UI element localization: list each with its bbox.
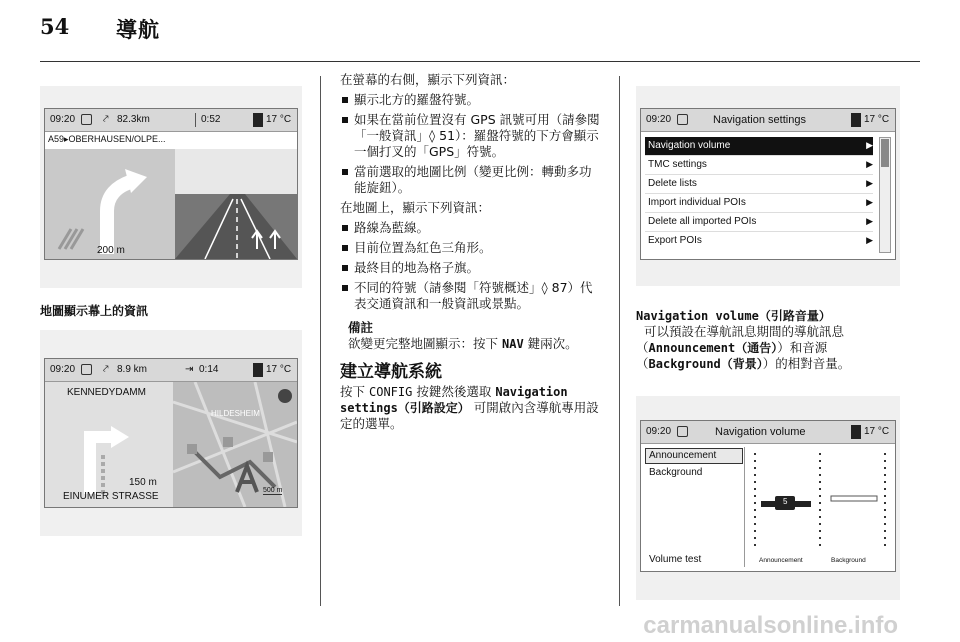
description-line-3: （Background（背景））的相對音量。 bbox=[636, 356, 851, 371]
clock-icon bbox=[677, 114, 688, 125]
turn-distance: 150 m bbox=[129, 477, 157, 488]
remaining-time: 0:14 bbox=[199, 364, 219, 375]
scrollbar[interactable] bbox=[879, 137, 891, 253]
middle-text-column bbox=[340, 72, 602, 436]
description-line-2: （Announcement（通告））和音源 bbox=[636, 340, 828, 355]
term-navigation-volume: Navigation volume（引路音量） bbox=[636, 309, 831, 323]
note-title: 備註 bbox=[348, 320, 374, 335]
display-navigation-volume bbox=[640, 420, 896, 572]
slider-value: 5 bbox=[783, 497, 788, 506]
chevron-right-icon: ▶ bbox=[866, 140, 873, 150]
volume-sliders[interactable] bbox=[745, 447, 895, 555]
clock-icon bbox=[81, 114, 92, 125]
column-divider-1 bbox=[320, 76, 321, 606]
list-item: 目前位置為紅色三角形。 bbox=[340, 240, 602, 256]
list-item: 當前選取的地圖比例（變更比例：轉動多功能旋鈕）。 bbox=[340, 164, 602, 196]
status-bar bbox=[641, 109, 895, 132]
scrollbar-thumb[interactable] bbox=[881, 139, 889, 167]
remaining-time: 0:52 bbox=[201, 114, 221, 125]
section-title: 導航 bbox=[116, 18, 160, 42]
watermark: carmanualsonline.info bbox=[643, 612, 898, 639]
list-item: 如果在當前位置沒有 GPS 訊號可用（請參閱「一般資訊」◊ 51）：羅盤符號的下方會顯示一個打叉的「GPS」符號。 bbox=[340, 112, 602, 160]
chevron-right-icon: ▶ bbox=[866, 197, 873, 207]
road-name-bar bbox=[45, 132, 297, 148]
remaining-distance: 82.3km bbox=[117, 114, 150, 125]
remaining-distance: 8.9 km bbox=[117, 364, 148, 375]
street-bottom: EINUMER STRASSE bbox=[63, 491, 159, 502]
list-item: 不同的符號（請參閱「符號概述」◊ 87）代表交通資訊和一般資訊或景點。 bbox=[340, 280, 602, 312]
option-background[interactable]: Background bbox=[649, 467, 703, 478]
temperature-icon bbox=[253, 113, 263, 127]
menu-item-export-pois[interactable]: Export POIs ▶ bbox=[648, 235, 873, 246]
screenshot-navigation-volume bbox=[636, 396, 900, 600]
menu-item-delete-imported-pois[interactable]: Delete all imported POIs ▶ bbox=[645, 213, 873, 232]
chevron-right-icon: ▶ bbox=[866, 235, 873, 245]
intro-map: 在地圖上，顯示下列資訊： bbox=[340, 200, 491, 215]
time: 09:20 bbox=[646, 114, 672, 125]
status-bar bbox=[641, 421, 895, 444]
status-bar bbox=[45, 109, 297, 132]
route-icon: ⤤ bbox=[103, 114, 109, 125]
temperature: 17 °C bbox=[864, 114, 890, 125]
street-top: KENNEDYDAMM bbox=[67, 387, 146, 398]
status-bar bbox=[45, 359, 297, 382]
list-item: 路線為藍線。 bbox=[340, 220, 602, 236]
chevron-right-icon: ▶ bbox=[866, 216, 873, 226]
temperature: 17 °C bbox=[864, 426, 890, 437]
page-number: 54 bbox=[40, 14, 70, 39]
place-label: HILDESHEIM bbox=[211, 409, 260, 418]
slider-label-announcement: Announcement bbox=[759, 557, 803, 564]
map-scale: 500 m bbox=[263, 487, 283, 494]
separator bbox=[195, 113, 196, 127]
slider-label-background: Background bbox=[831, 557, 866, 564]
note-body: 欲變更完整地圖顯示：按下 NAV 鍵兩次。 bbox=[348, 336, 578, 351]
display-map bbox=[44, 358, 298, 508]
option-announcement[interactable]: Announcement bbox=[645, 448, 743, 464]
list-item: 最終目的地為格子旗。 bbox=[340, 260, 602, 276]
screenshot-guidance bbox=[40, 86, 302, 288]
menu-item-navigation-volume[interactable]: Navigation volume ▶ bbox=[645, 137, 873, 156]
description-line-1: 可以預設在導航訊息期間的導航訊息 bbox=[644, 324, 845, 339]
menu-title: Navigation volume bbox=[715, 426, 806, 438]
option-volume-test[interactable]: Volume test bbox=[649, 554, 702, 565]
time: 09:20 bbox=[646, 426, 672, 437]
temperature: 17 °C bbox=[266, 364, 292, 375]
chevron-right-icon: ▶ bbox=[866, 178, 873, 188]
time: 09:20 bbox=[50, 114, 76, 125]
page-header bbox=[40, 14, 920, 46]
display-navigation-settings bbox=[640, 108, 896, 260]
time: 09:20 bbox=[50, 364, 76, 375]
screenshot-map bbox=[40, 330, 302, 536]
clock-icon bbox=[81, 364, 92, 375]
setup-paragraph: 按下 CONFIG 按鍵然後選取 Navigation settings（引路設定） 可開啟內含導航專用設定的選單。 bbox=[340, 384, 599, 431]
menu-item-tmc-settings[interactable]: TMC settings ▶ bbox=[645, 156, 873, 175]
figure-caption: 地圖顯示幕上的資訊 bbox=[40, 304, 149, 318]
column-divider-2 bbox=[619, 76, 620, 606]
map-view bbox=[45, 382, 297, 507]
menu-item-import-pois[interactable]: Import individual POIs ▶ bbox=[645, 194, 873, 213]
right-text-column bbox=[636, 308, 906, 372]
clock-icon bbox=[677, 426, 688, 437]
intro-right-side: 在螢幕的右側，顯示下列資訊： bbox=[340, 72, 516, 87]
display-guidance bbox=[44, 108, 298, 260]
temperature-icon bbox=[851, 425, 861, 439]
temperature-icon bbox=[851, 113, 861, 127]
arrival-icon: ⇥ bbox=[185, 364, 194, 375]
road-name: A59▸OBERHAUSEN/OLPE... bbox=[48, 134, 166, 144]
header-rule bbox=[40, 61, 920, 62]
menu-title: Navigation settings bbox=[713, 114, 806, 126]
chevron-right-icon: ▶ bbox=[866, 159, 873, 169]
list-item: 顯示北方的羅盤符號。 bbox=[340, 92, 602, 108]
temperature-icon bbox=[253, 363, 263, 377]
temperature: 17 °C bbox=[266, 114, 292, 125]
screenshot-navigation-settings bbox=[636, 86, 900, 286]
turn-distance: 200 m bbox=[97, 245, 125, 256]
guidance-view bbox=[45, 149, 297, 259]
section-heading: 建立導航系統 bbox=[340, 362, 442, 382]
route-icon: ⤤ bbox=[103, 364, 109, 375]
menu-item-delete-lists[interactable]: Delete lists ▶ bbox=[645, 175, 873, 194]
